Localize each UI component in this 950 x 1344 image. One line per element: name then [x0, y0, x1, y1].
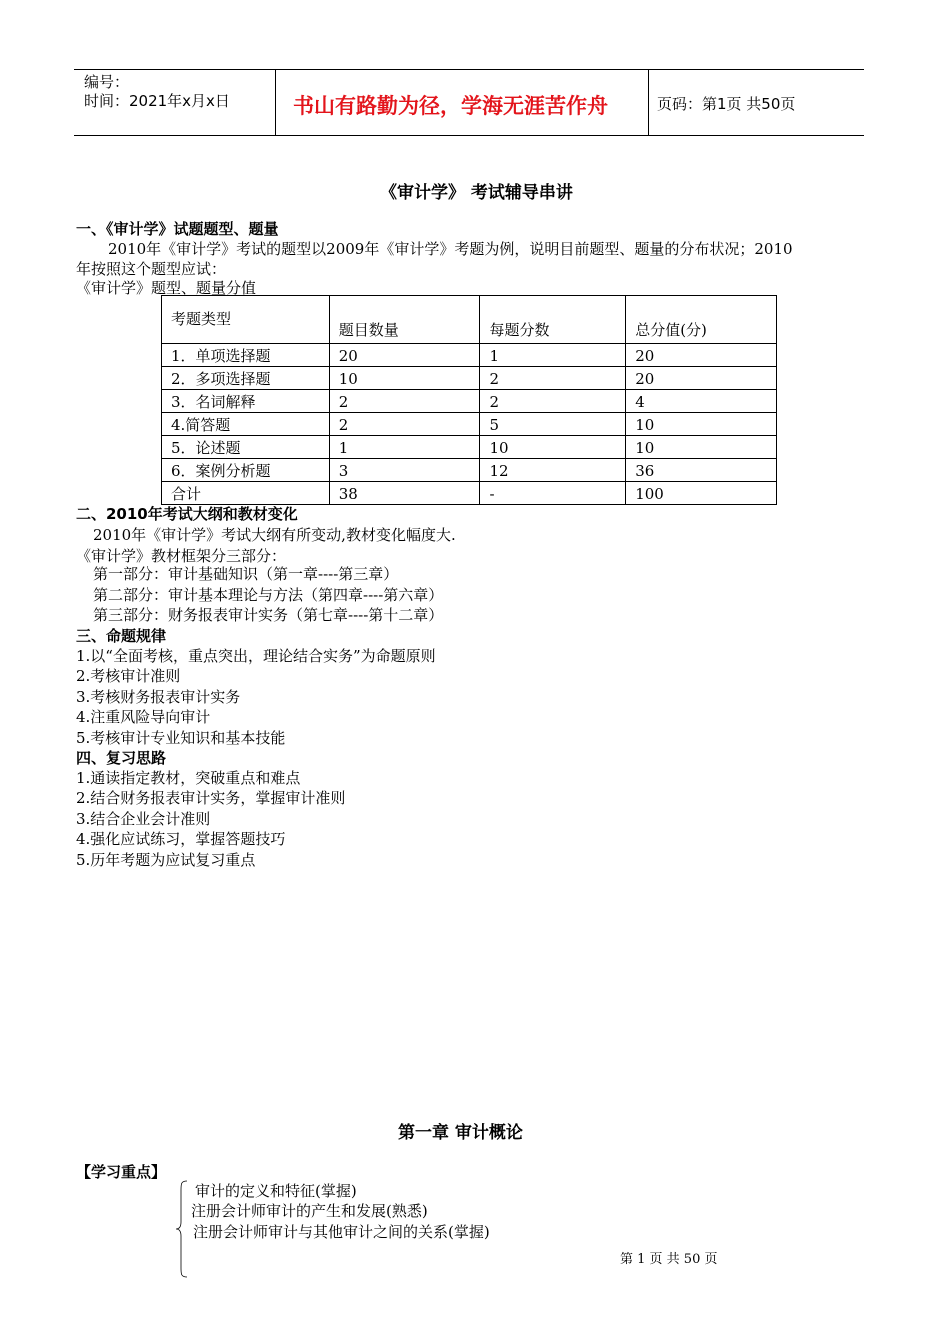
table-cell: -: [480, 482, 626, 505]
list-item: 5.考核审计专业知识和基本技能: [76, 729, 286, 747]
header-divider-right: [648, 69, 649, 135]
table-cell: 100: [626, 482, 777, 505]
section-4-heading: 四、复习思路: [76, 749, 167, 767]
section-2-line: 第一部分：审计基础知识（第一章----第三章）: [93, 565, 399, 583]
table-cell: 6．案例分析题: [162, 459, 330, 482]
table-cell: 2: [329, 413, 480, 436]
table-cell: 36: [626, 459, 777, 482]
table-cell: 20: [329, 344, 480, 367]
list-item: 1.通读指定教材，突破重点和难点: [76, 769, 301, 787]
table-header-cell: 总分值(分): [626, 296, 777, 344]
section-2-line: 第三部分：财务报表审计实务（第七章----第十二章）: [93, 606, 444, 624]
list-item: 2.考核审计准则: [76, 667, 181, 685]
section-2-line: 《审计学》教材框架分三部分：: [76, 547, 287, 565]
table-header-cell: 题目数量: [329, 296, 480, 344]
table-row: [162, 459, 777, 482]
list-item: 5.历年考题为应试复习重点: [76, 851, 256, 869]
table-row: [162, 436, 777, 459]
section-2-line: 2010年《审计学》考试大纲有所变动,教材变化幅度大.: [93, 526, 456, 544]
list-item: 4.强化应试练习，掌握答题技巧: [76, 830, 286, 848]
table-cell: 10: [626, 413, 777, 436]
focus-item: 注册会计师审计与其他审计之间的关系(掌握): [193, 1223, 490, 1241]
list-item: 2.结合财务报表审计实务，掌握审计准则: [76, 789, 346, 807]
table-cell: 2: [480, 390, 626, 413]
document-time-label: 时间：2021年x月x日: [84, 92, 230, 110]
table-cell: 合计: [162, 482, 330, 505]
section-2-line: 第二部分：审计基本理论与方法（第四章----第六章）: [93, 586, 444, 604]
section-1-paragraph-line-2: 年按照这个题型应试：: [76, 260, 227, 278]
table-cell: 10: [329, 367, 480, 390]
table-cell: 20: [626, 344, 777, 367]
section-2-heading: 二、2010年考试大纲和教材变化: [76, 505, 298, 523]
document-number-label: 编号：: [84, 73, 130, 91]
header-page-label: 页码：第1页 共50页: [657, 95, 796, 113]
table-header-cell: 考题类型: [162, 296, 330, 344]
table-cell: 38: [329, 482, 480, 505]
header-divider-left: [275, 69, 276, 135]
table-cell: 12: [480, 459, 626, 482]
table-row: [162, 413, 777, 436]
table-cell: 5．论述题: [162, 436, 330, 459]
table-cell: 10: [480, 436, 626, 459]
table-header-row: [162, 296, 777, 344]
question-type-table: [161, 295, 777, 505]
list-item: 3.结合企业会计准则: [76, 810, 211, 828]
header-bottom-rule: [74, 135, 864, 136]
table-cell: 20: [626, 367, 777, 390]
table-cell: 2．多项选择题: [162, 367, 330, 390]
table-cell: 2: [329, 390, 480, 413]
table-row: [162, 344, 777, 367]
table-cell: 1: [329, 436, 480, 459]
table-cell: 2: [480, 367, 626, 390]
focus-item: 注册会计师审计的产生和发展(熟悉): [191, 1202, 428, 1220]
table-caption: 《审计学》题型、题量分值: [76, 279, 257, 297]
footer-page-number: 第 1 页 共 50 页: [620, 1252, 718, 1267]
table-cell: 1．单项选择题: [162, 344, 330, 367]
header-top-rule: [74, 69, 864, 70]
table-cell: 10: [626, 436, 777, 459]
table-cell: 1: [480, 344, 626, 367]
list-item: 3.考核财务报表审计实务: [76, 688, 241, 706]
study-focus-label: 【学习重点】: [76, 1163, 167, 1181]
table-cell: 3: [329, 459, 480, 482]
section-1-heading: 一、《审计学》试题题型、题量: [76, 220, 279, 238]
document-title: 《审计学》 考试辅导串讲: [380, 183, 573, 203]
table-cell: 3．名词解释: [162, 390, 330, 413]
list-item: 4.注重风险导向审计: [76, 708, 211, 726]
table-total-row: [162, 482, 777, 505]
table-cell: 4: [626, 390, 777, 413]
list-item: 1.以“全面考核，重点突出，理论结合实务”为命题原则: [76, 647, 436, 665]
section-1-paragraph-line-1: 2010年《审计学》考试的题型以2009年《审计学》考题为例，说明目前题型、题量的分布状况；2010: [108, 240, 793, 258]
section-3-heading: 三、命题规律: [76, 627, 167, 645]
chapter-title: 第一章 审计概论: [398, 1123, 523, 1143]
table-row: [162, 367, 777, 390]
table-cell: 4.简答题: [162, 413, 330, 436]
table-cell: 5: [480, 413, 626, 436]
header-motto: 书山有路勤为径，学海无涯苦作舟: [293, 94, 608, 118]
brace-icon: [175, 1180, 189, 1278]
focus-item: 审计的定义和特征(掌握): [195, 1182, 357, 1200]
table-row: [162, 390, 777, 413]
table-header-cell: 每题分数: [480, 296, 626, 344]
